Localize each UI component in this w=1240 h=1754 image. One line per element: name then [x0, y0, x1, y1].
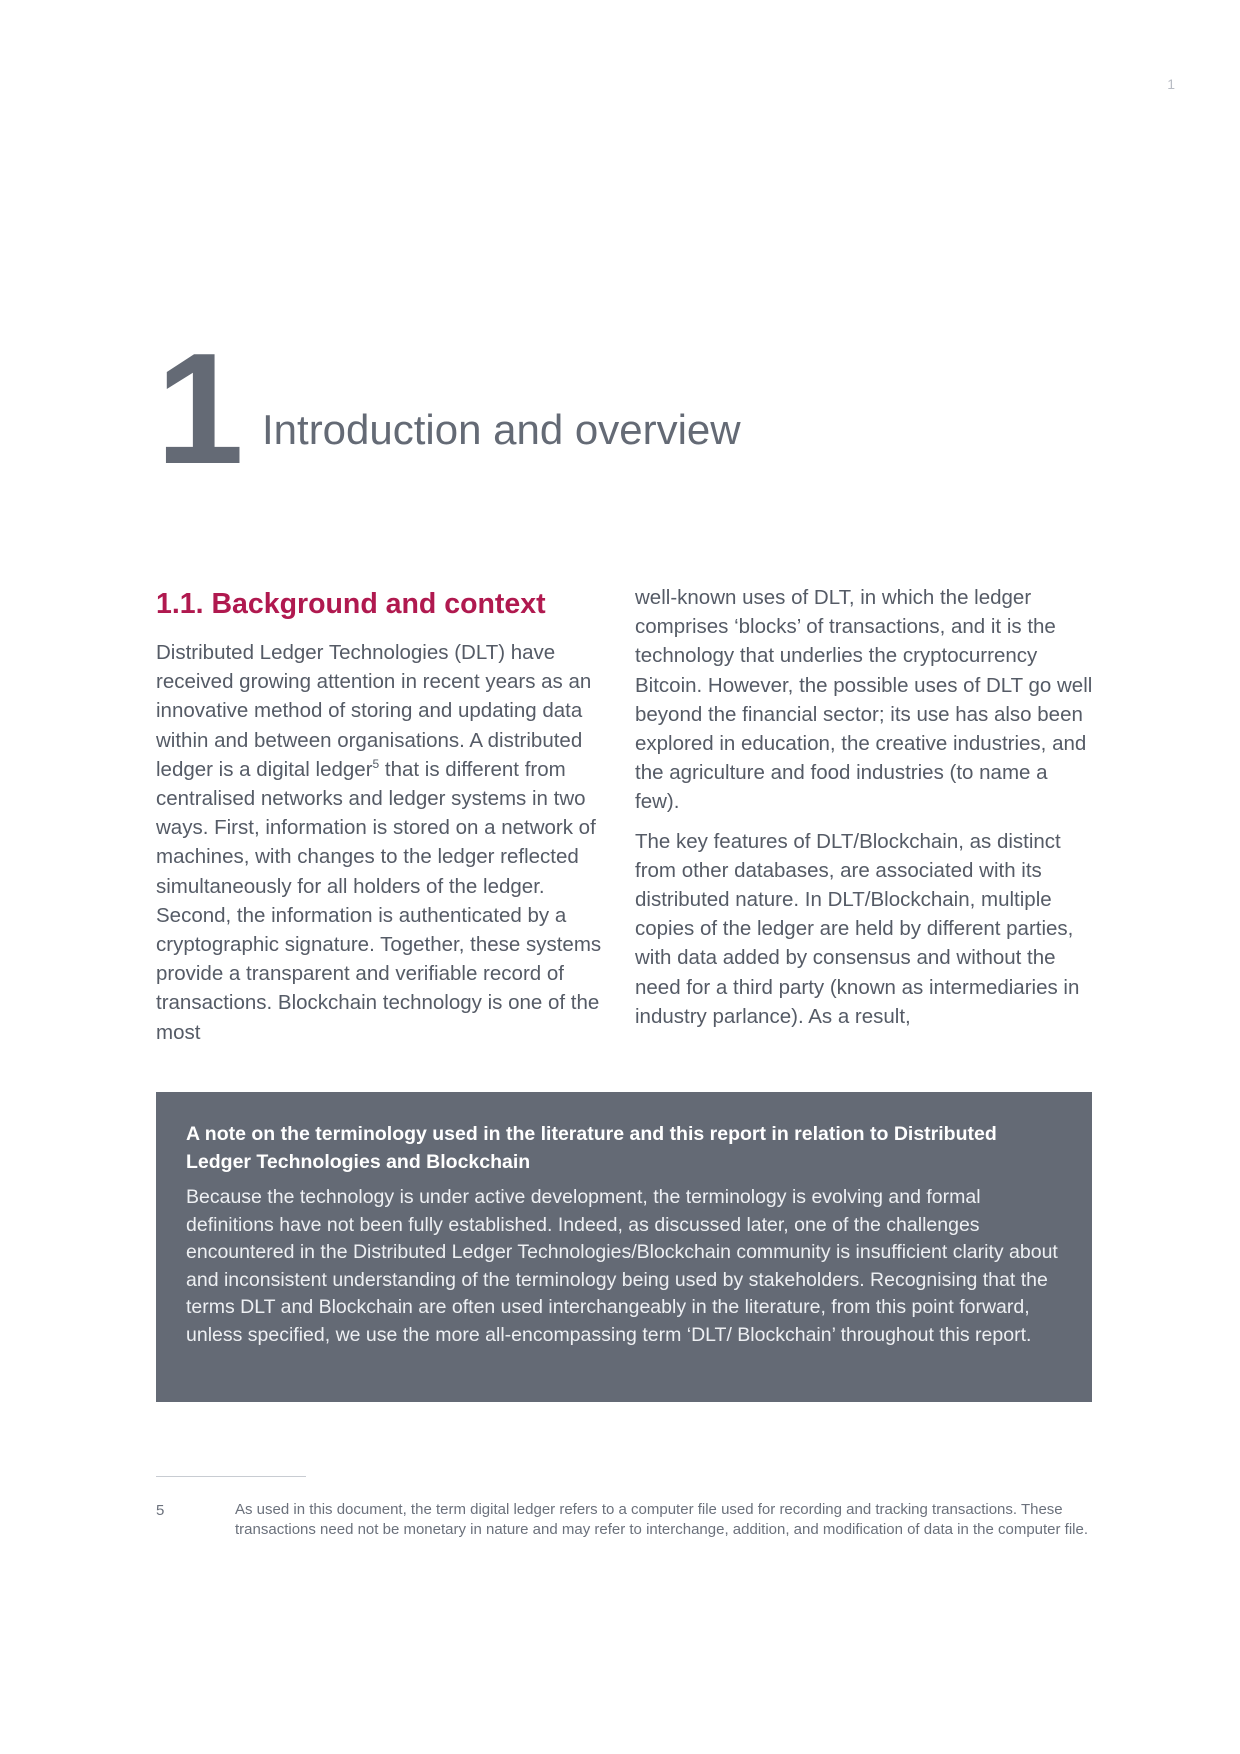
right-column [635, 583, 1095, 1041]
footnote-text: As used in this document, the term digital ledger refers to a computer file used for recording and tracking transactions. These transactions need not be monetary in nature and may refer to interchange, addition, and modification of data in the computer file. [235, 1501, 1089, 1538]
paragraph-text-after-footnote: that is different from centralised networks and ledger systems in two ways. First, information is stored on a network of machines, with changes to the ledger reflected simultaneously for all holders of the ledger. Second, the information is authenticated by a cryptographic signature. Together, these systems provide a transparent and verifiable record of transactions. Blockchain technology is one of the most [156, 757, 602, 1044]
chapter-title: Introduction and overview [262, 406, 741, 453]
right-column-paragraph-1: well-known uses of DLT, in which the ledger comprises ‘blocks’ of transactions, and it is the technology that underlies the cryptocurrency Bitcoin. However, the possible uses of DLT go well beyond the financial sector; its use has also been explored in education, the creative industries, and the agriculture and food industries (to name a few). [635, 586, 1093, 814]
note-title: A note on the terminology used in the literature and this report in relation to Distributed Ledger Technologies and Blockchain [186, 1123, 997, 1173]
footnote-number: 5 [156, 1502, 165, 1519]
note-body: Because the technology is under active development, the terminology is evolving and formal definitions have not been fully established. Indeed, as discussed later, one of the challenges encountered in the Distributed Ledger Technologies/Blockchain community is insufficient clarity about and inconsistent understanding of the terminology being used by stakeholders. Recognising that the terms DLT and Blockchain are often used interchangeably in the literature, from this point forward, unless specified, we use the more all-encompassing term ‘DLT/ Blockchain’ throughout this report. [186, 1186, 1058, 1346]
footnote [156, 1500, 1092, 1540]
paragraph-text-before-footnote: Distributed Ledger Technologies (DLT) have received growing attention in recent years as an innovative method of storing and updating data within and between organisations. A distributed ledger is a digital ledger [156, 641, 592, 781]
footnote-divider [156, 1476, 306, 1477]
left-column-paragraph [156, 638, 611, 1047]
page-number: 1 [1167, 76, 1175, 92]
section-heading: 1.1. Background and context [156, 588, 546, 620]
right-column-paragraph-2: The key features of DLT/Blockchain, as distinct from other databases, are associated with its distributed nature. In DLT/Blockchain, multiple copies of the ledger are held by different parties, with data added by consensus and without the need for a third party (known as intermediaries in industry parlance). As a result, [635, 829, 1080, 1028]
terminology-note-box [156, 1092, 1092, 1402]
left-column [156, 582, 611, 1057]
chapter-number: 1 [156, 321, 238, 497]
footnote-reference[interactable]: 5 [372, 756, 380, 771]
